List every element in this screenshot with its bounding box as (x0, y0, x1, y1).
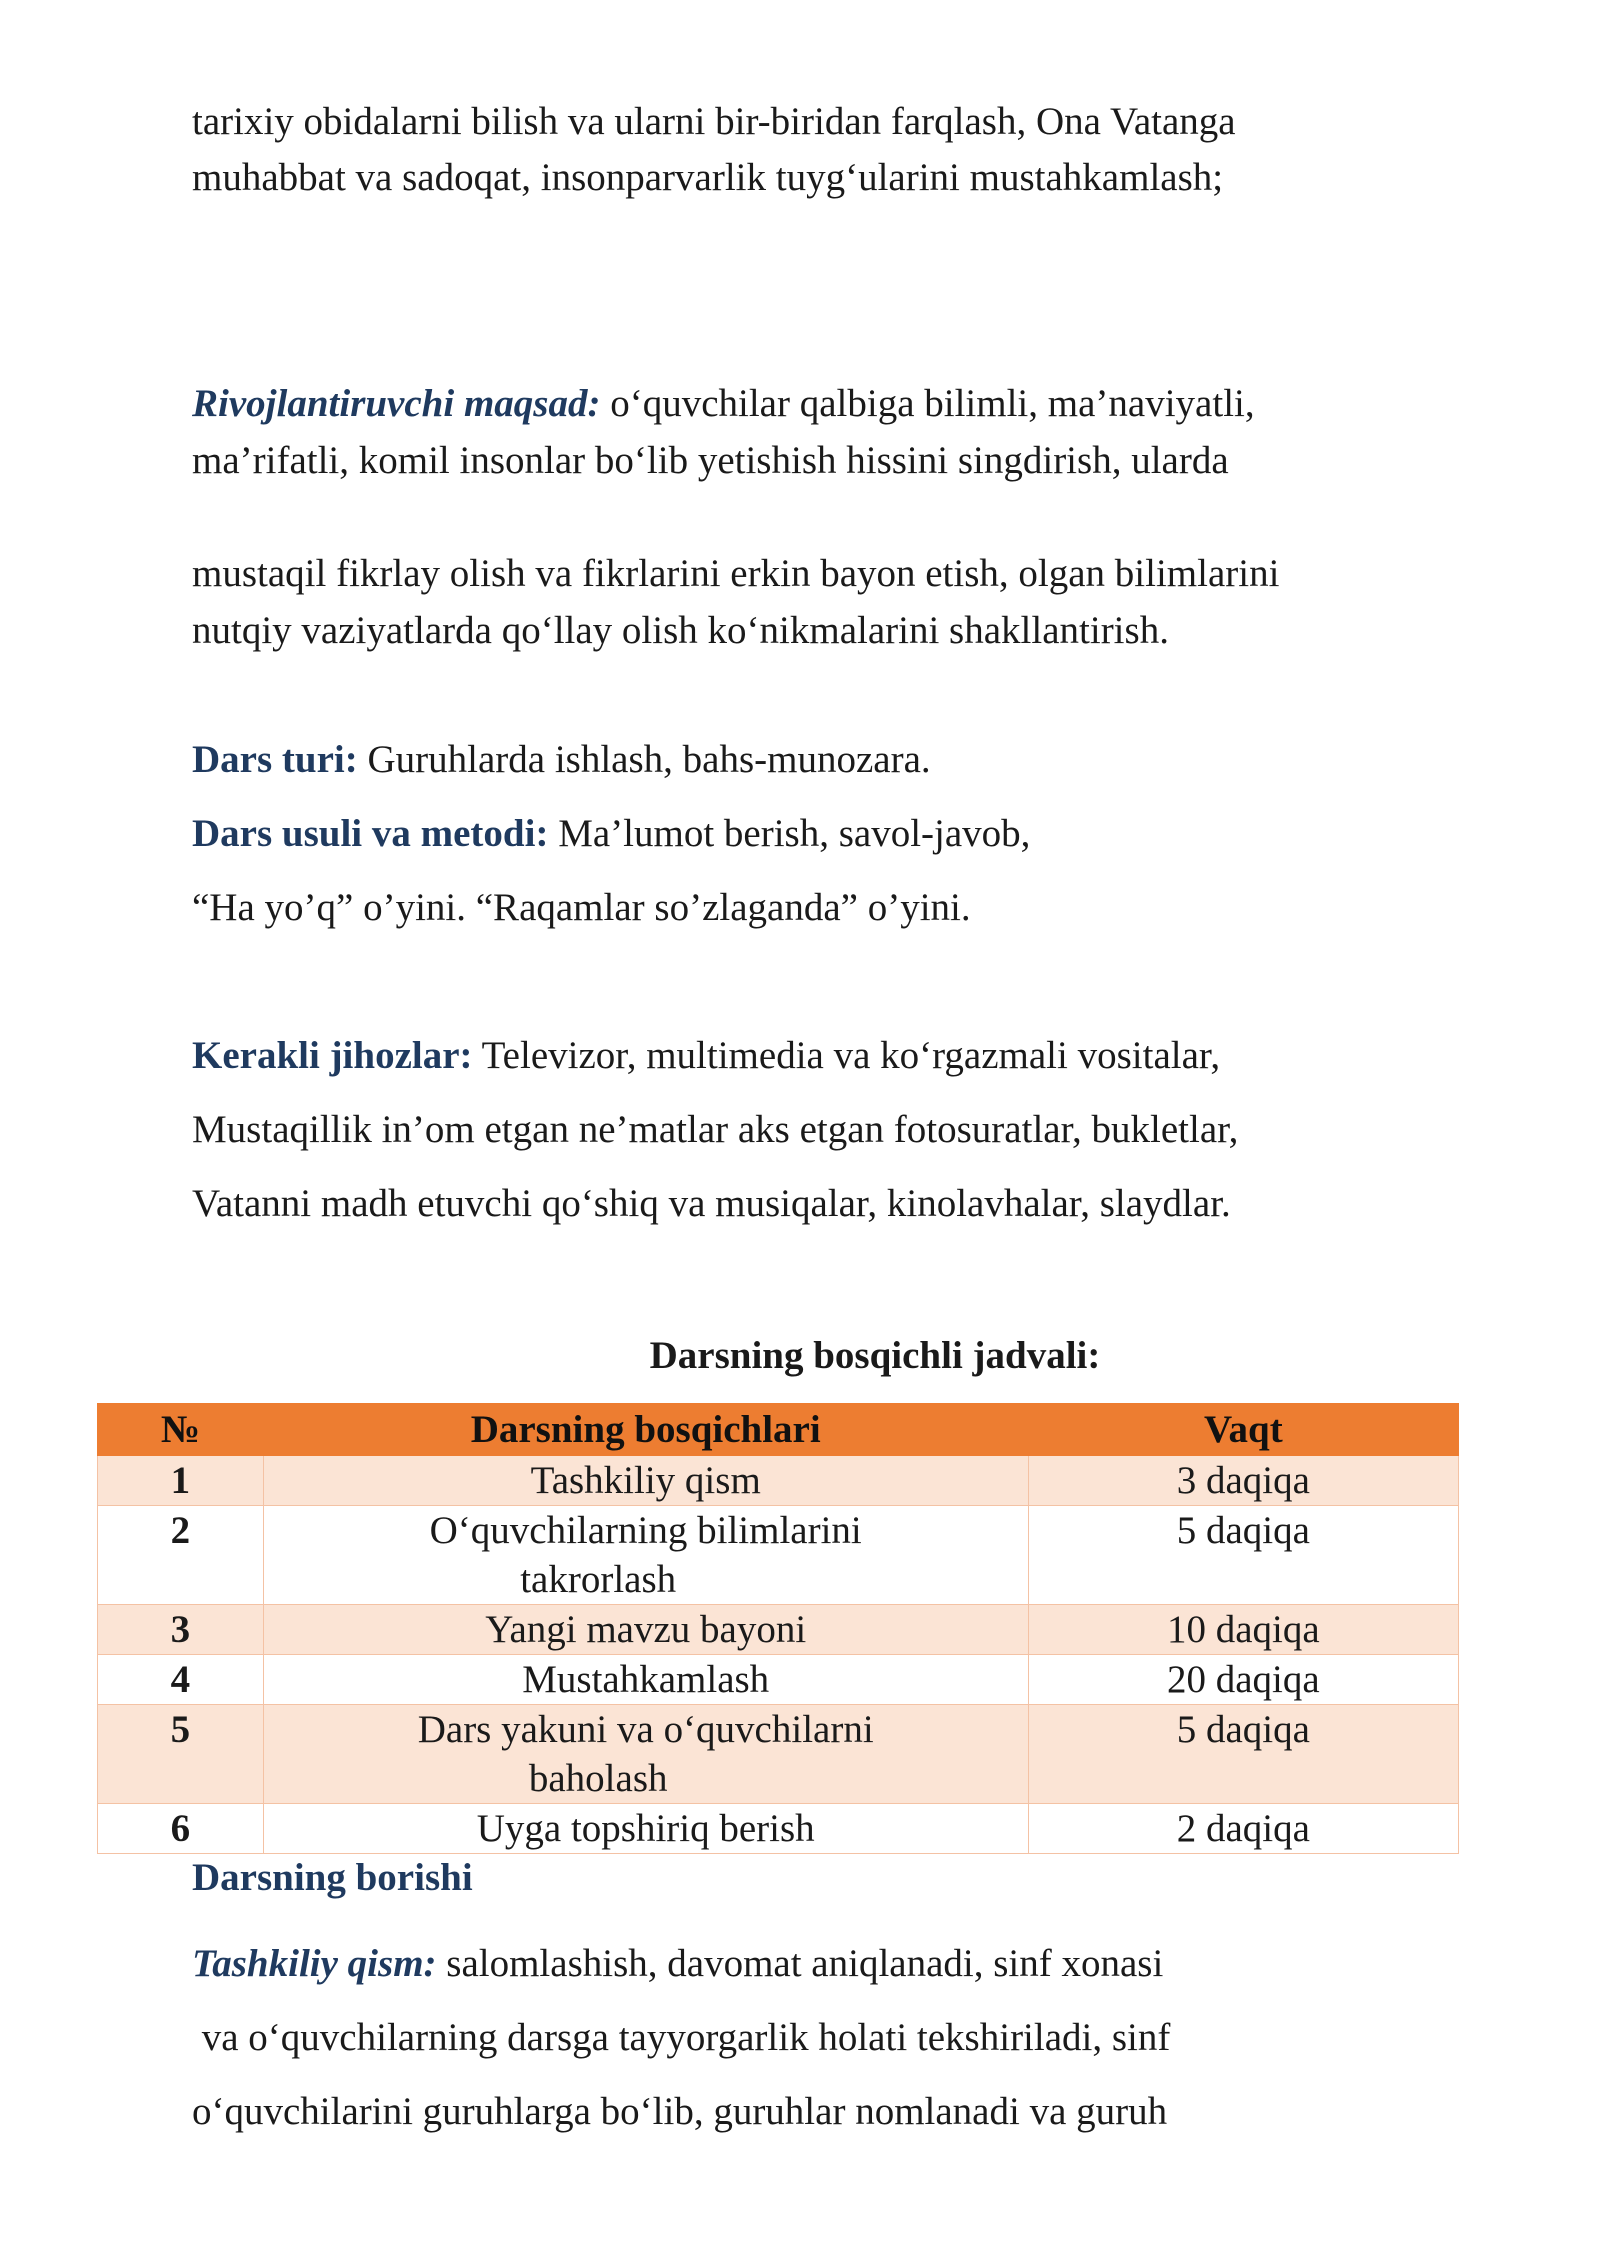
developing-goal-label: Rivojlantiruvchi maqsad: (192, 382, 601, 425)
table-row (98, 1456, 1459, 1506)
equipment-text: Televizor, multimedia va ko‘rgazmali vositalar, (472, 1034, 1221, 1077)
paragraph-line: muhabbat va sadoqat, insonparvarlik tuyg‘ularini mustahkamlash; (192, 156, 1224, 199)
stage-text: Uyga topshiriq berish (476, 1807, 815, 1850)
header-time: Vaqt (1028, 1404, 1458, 1456)
section-heading: Darsning borishi (192, 1856, 473, 1899)
stage-text: Yangi mavzu bayoni (485, 1608, 807, 1651)
lesson-stages-table (97, 1403, 1459, 1854)
paragraph-line: Mustaqillik in’om etgan ne’matlar aks etgan fotosuratlar, bukletlar, (192, 1108, 1239, 1151)
row-stage (263, 1506, 1028, 1605)
row-number: 6 (98, 1804, 264, 1854)
row-time: 10 daqiqa (1028, 1605, 1458, 1655)
row-time: 5 daqiqa (1028, 1506, 1458, 1605)
row-time: 5 daqiqa (1028, 1705, 1458, 1804)
row-number: 1 (98, 1456, 264, 1506)
paragraph-line: Vatanni madh etuvchi qo‘shiq va musiqalar, kinolavhalar, slaydlar. (192, 1182, 1231, 1225)
paragraph-line: tarixiy obidalarni bilish va ularni bir-biridan farqlash, Ona Vatanga (192, 100, 1236, 143)
paragraph-line: o‘quvchilarini guruhlarga bo‘lib, guruhlar nomlanadi va guruh (192, 2090, 1168, 2133)
lesson-method-line (192, 808, 1030, 860)
equipment-label: Kerakli jihozlar: (192, 1034, 473, 1077)
stage-text-continued: takrorlash (520, 1558, 677, 1601)
paragraph-line: va o‘quvchilarning darsga tayyorgarlik holati tekshiriladi, sinf (192, 2016, 1171, 2059)
row-stage (263, 1705, 1028, 1804)
table-title: Darsning bosqichli jadvali: (649, 1334, 1101, 1377)
row-number: 3 (98, 1605, 264, 1655)
equipment-line (192, 1030, 1220, 1082)
stage-text: Dars yakuni va o‘quvchilarni (417, 1708, 874, 1751)
lesson-method-text: Ma’lumot berish, savol-javob, (548, 812, 1031, 855)
table-row (98, 1605, 1459, 1655)
paragraph-line: mustaqil fikrlay olish va fikrlarini erkin bayon etish, olgan bilimlarini (192, 552, 1280, 595)
header-stage: Darsning bosqichlari (263, 1404, 1028, 1456)
paragraph-line: ma’rifatli, komil insonlar bo‘lib yetishish hissini singdirish, ularda (192, 439, 1229, 482)
paragraph-line: “Ha yo’q” o’yini. “Raqamlar so’zlaganda” o’yini. (192, 886, 971, 929)
progress-label: Tashkiliy qism: (192, 1942, 437, 1985)
header-number: № (98, 1404, 264, 1456)
stage-text: O‘quvchilarning bilimlarini (429, 1509, 862, 1552)
paragraph-line: nutqiy vaziyatlarda qo‘llay olish ko‘nikmalarini shakllantirish. (192, 609, 1169, 652)
progress-line (192, 1938, 1163, 1990)
row-stage (263, 1804, 1028, 1854)
table-row (98, 1506, 1459, 1605)
table-row (98, 1705, 1459, 1804)
stage-text: Mustahkamlash (522, 1658, 770, 1701)
row-stage (263, 1605, 1028, 1655)
row-number: 2 (98, 1506, 264, 1605)
developing-goal-text: o‘quvchilar qalbiga bilimli, ma’naviyatli, (600, 382, 1255, 425)
table-row (98, 1655, 1459, 1705)
row-stage (263, 1655, 1028, 1705)
row-number: 5 (98, 1705, 264, 1804)
row-time: 3 daqiqa (1028, 1456, 1458, 1506)
row-time: 2 daqiqa (1028, 1804, 1458, 1854)
table-row (98, 1804, 1459, 1854)
progress-text: salomlashish, davomat aniqlanadi, sinf xonasi (436, 1942, 1164, 1985)
stage-text-continued: baholash (528, 1757, 668, 1800)
lesson-type-text: Guruhlarda ishlash, bahs-munozara. (357, 738, 931, 781)
row-number: 4 (98, 1655, 264, 1705)
table-header-row (98, 1404, 1459, 1456)
lesson-method-label: Dars usuli va metodi: (192, 812, 549, 855)
stage-text: Tashkiliy qism (530, 1459, 761, 1502)
lesson-type-line (192, 734, 931, 786)
lesson-type-label: Dars turi: (192, 738, 358, 781)
row-time: 20 daqiqa (1028, 1655, 1458, 1705)
row-stage (263, 1456, 1028, 1506)
developing-goal-line (192, 378, 1255, 430)
